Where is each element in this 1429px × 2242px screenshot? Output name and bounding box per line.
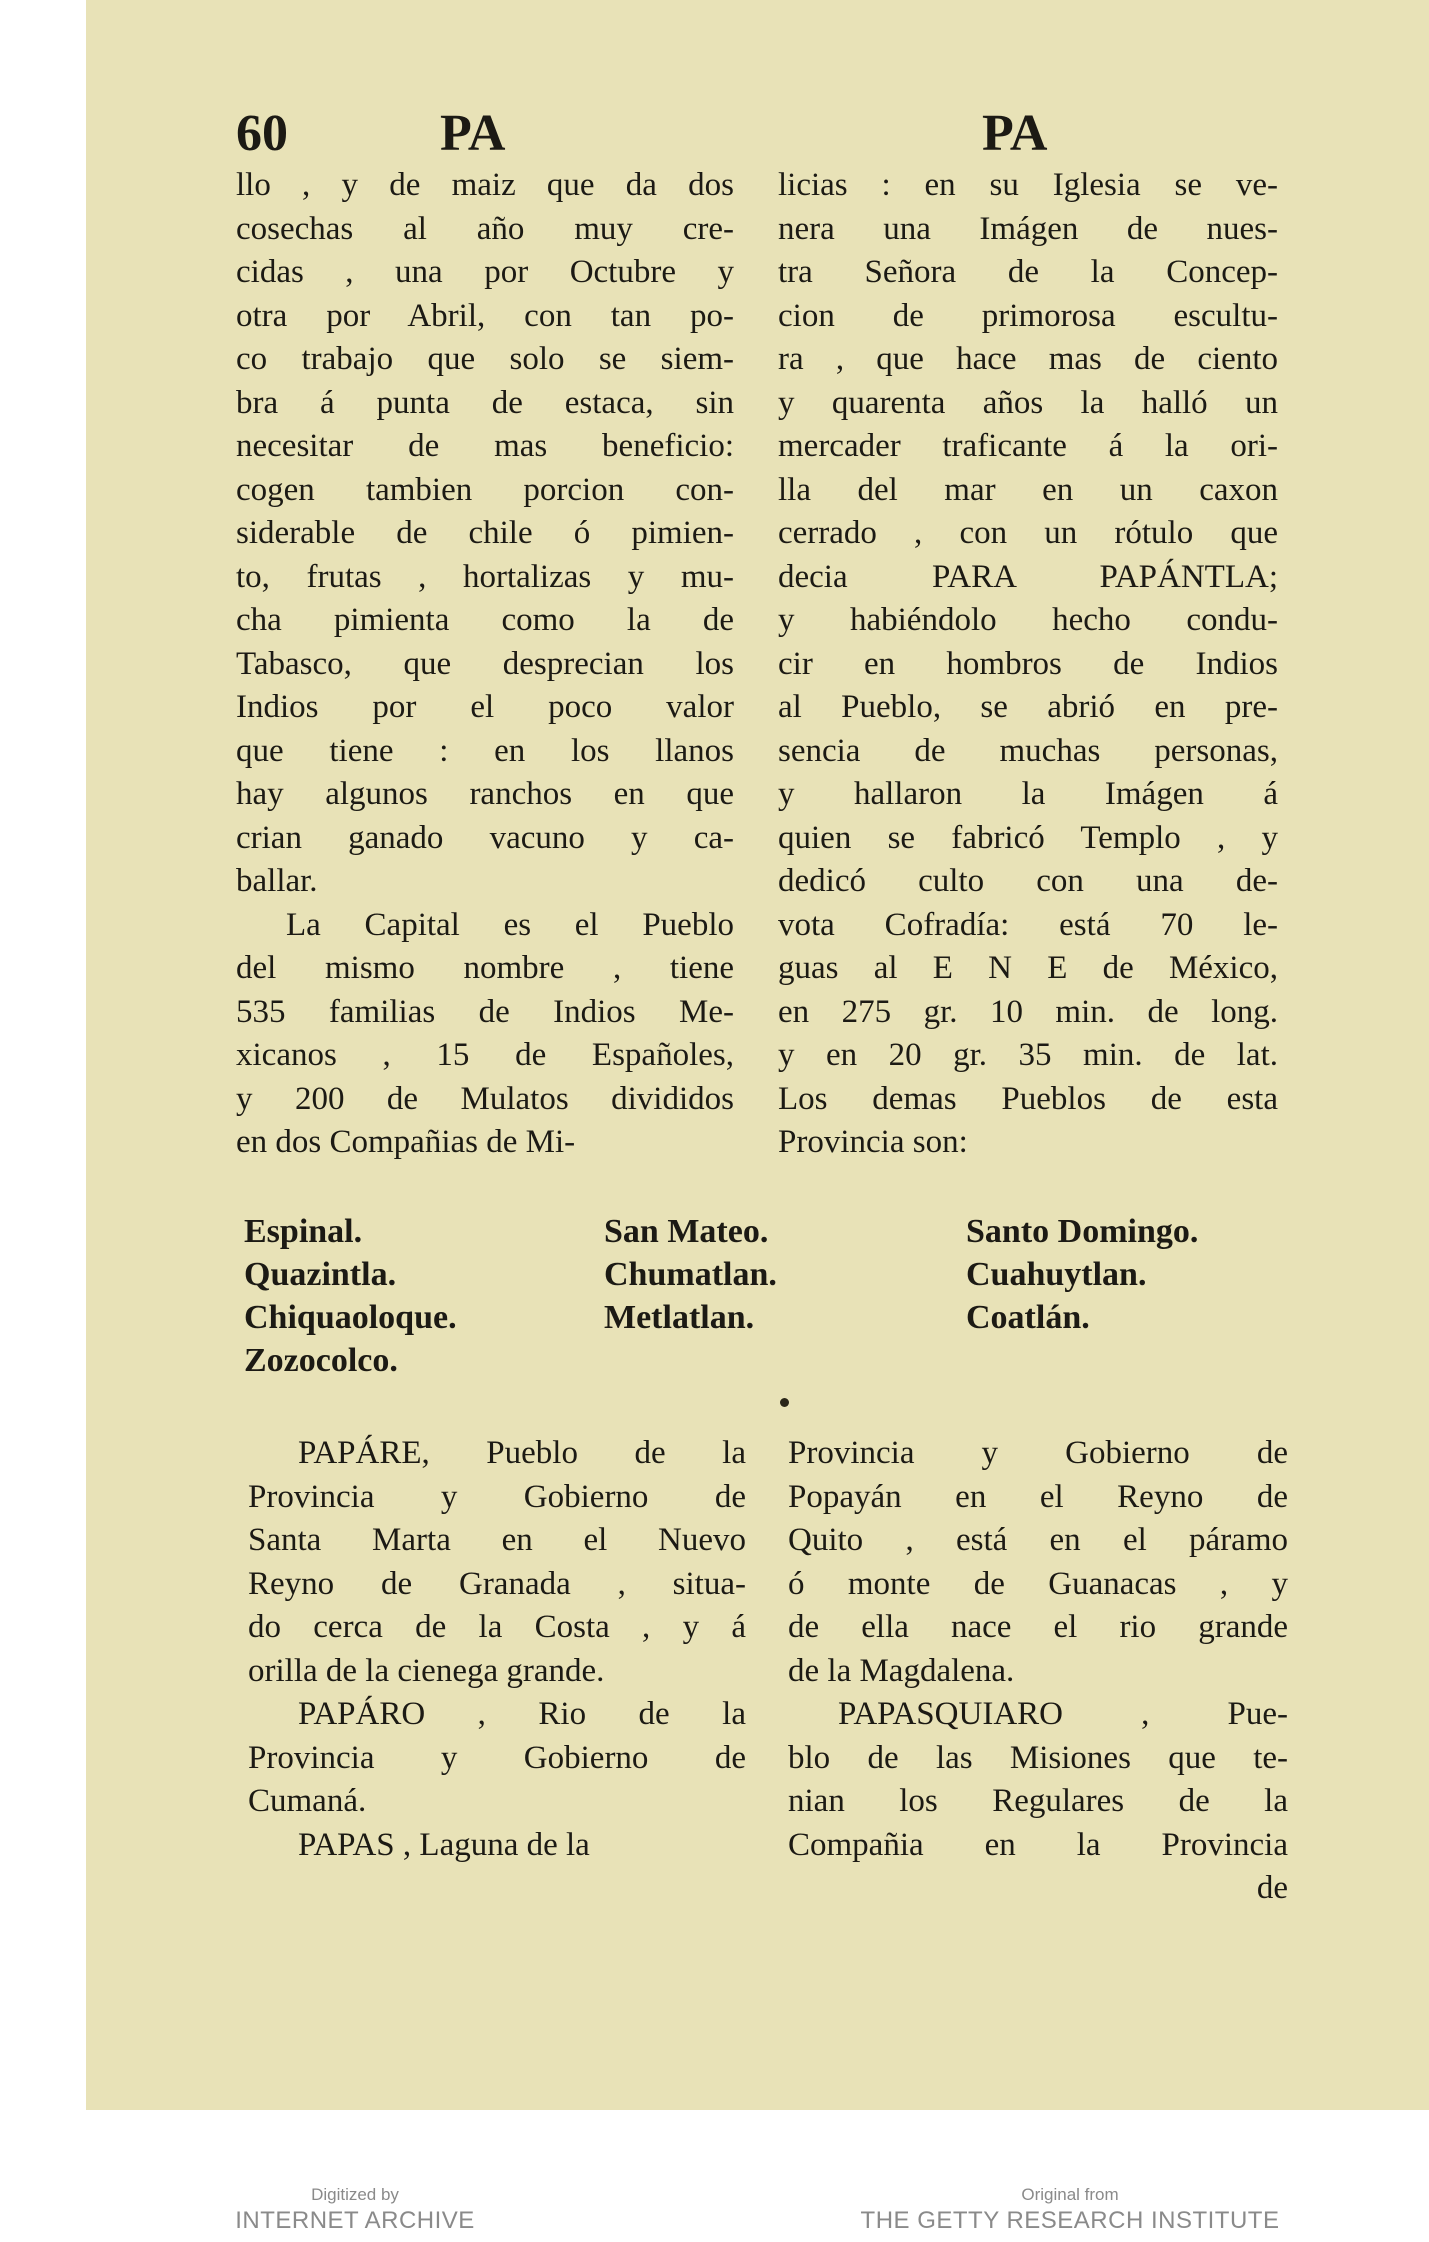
- text-line: mercader traficante á la ori-: [778, 428, 1278, 464]
- text-line: Provincia y Gobierno de: [248, 1478, 746, 1515]
- text-line: La Capital es el Pueblo: [286, 906, 734, 943]
- footer-getty: THE GETTY RESEARCH INSTITUTE: [860, 2207, 1280, 2234]
- text-line: Quito , está en el páramo: [788, 1522, 1288, 1558]
- text-line: bra á punta de estaca, sin: [236, 384, 734, 421]
- town-name: Chiquaoloque.: [244, 1299, 457, 1336]
- text-line: de: [1256, 1870, 1288, 1906]
- text-line: ra , que hace mas de ciento: [778, 341, 1278, 377]
- text-line: cogen tambien porcion con-: [236, 471, 734, 508]
- text-line: Tabasco, que desprecian los: [236, 645, 734, 682]
- text-line: Compañia en la Provincia: [788, 1826, 1288, 1863]
- text-line: orilla de la cienega grande.: [248, 1652, 605, 1689]
- text-line: Provincia son:: [778, 1124, 968, 1160]
- text-line: llo , y de maiz que da dos: [236, 167, 734, 203]
- text-line: cosechas al año muy cre-: [236, 210, 734, 247]
- text-line: del mismo nombre , tiene: [236, 950, 734, 986]
- text-line: cerrado , con un rótulo que: [778, 515, 1278, 551]
- towns-list-column-3: [966, 1210, 1198, 1339]
- text-line: tra Señora de la Concep-: [778, 254, 1278, 290]
- text-line: cir en hombros de Indios: [778, 645, 1278, 682]
- town-name: Metlatlan.: [604, 1299, 755, 1336]
- text-line: xicanos , 15 de Españoles,: [236, 1037, 734, 1073]
- text-line: guas al E N E de México,: [778, 950, 1278, 986]
- text-line: cidas , una por Octubre y: [236, 254, 734, 290]
- text-line: Reyno de Granada , situa-: [248, 1565, 746, 1602]
- towns-list-column-2: [604, 1210, 777, 1339]
- text-line: sencia de muchas personas,: [778, 732, 1278, 769]
- right-text-column: [778, 164, 1278, 1165]
- text-line: Santa Marta en el Nuevo: [248, 1522, 746, 1558]
- town-name: Espinal.: [244, 1213, 363, 1250]
- left-running-title: PA: [440, 105, 506, 162]
- text-line: decia PARA PAPÁNTLA;: [778, 558, 1278, 595]
- text-line: de la Magdalena.: [788, 1652, 1015, 1689]
- lower-right-text-column: [788, 1432, 1288, 1911]
- footer-original-label: Original from: [1021, 2185, 1119, 2204]
- text-line: vota Cofradía: está 70 le-: [778, 906, 1278, 943]
- right-running-title: PA: [982, 105, 1048, 162]
- footer-internet-archive: INTERNET ARCHIVE: [235, 2207, 475, 2234]
- text-line: hay algunos ranchos en que: [236, 776, 734, 812]
- text-line: PAPAS , Laguna de la: [298, 1826, 590, 1863]
- page-number: 60: [236, 105, 288, 162]
- text-line: licias : en su Iglesia se ve-: [778, 167, 1278, 203]
- town-name: Coatlán.: [966, 1299, 1090, 1336]
- text-line: lla del mar en un caxon: [778, 471, 1278, 508]
- text-line: que tiene : en los llanos: [236, 732, 734, 769]
- town-name: Santo Domingo.: [966, 1213, 1199, 1250]
- text-line: blo de las Misiones que te-: [788, 1739, 1288, 1776]
- text-line: nera una Imágen de nues-: [778, 210, 1278, 247]
- text-line: dedicó culto con una de-: [778, 863, 1278, 899]
- town-name: San Mateo.: [604, 1213, 769, 1250]
- text-line: ó monte de Guanacas , y: [788, 1565, 1288, 1602]
- text-line: PAPÁRE, Pueblo de la: [298, 1435, 746, 1471]
- text-line: PAPÁRO , Rio de la: [298, 1696, 746, 1732]
- text-line: quien se fabricó Templo , y: [778, 819, 1278, 856]
- text-line: co trabajo que solo se siem-: [236, 341, 734, 377]
- text-line: y habiéndolo hecho condu-: [778, 602, 1278, 638]
- town-name: Quazintla.: [244, 1256, 397, 1293]
- text-line: Provincia y Gobierno de: [248, 1739, 746, 1776]
- text-line: al Pueblo, se abrió en pre-: [778, 689, 1278, 725]
- text-line: crian ganado vacuno y ca-: [236, 819, 734, 856]
- text-line: y quarenta años la halló un: [778, 384, 1278, 421]
- text-line: PAPASQUIARO , Pue-: [838, 1696, 1288, 1732]
- text-line: cha pimienta como la de: [236, 602, 734, 638]
- text-line: Popayán en el Reyno de: [788, 1478, 1288, 1515]
- text-line: nian los Regulares de la: [788, 1783, 1288, 1819]
- text-line: Indios por el poco valor: [236, 689, 734, 725]
- text-line: to, frutas , hortalizas y mu-: [236, 558, 734, 595]
- text-line: do cerca de la Costa , y á: [248, 1609, 746, 1645]
- text-line: Los demas Pueblos de esta: [778, 1080, 1278, 1117]
- text-line: en 275 gr. 10 min. de long.: [778, 993, 1278, 1030]
- text-line: otra por Abril, con tan po-: [236, 297, 734, 334]
- text-line: Provincia y Gobierno de: [788, 1435, 1288, 1471]
- text-line: Cumaná.: [248, 1783, 367, 1819]
- text-line: 535 familias de Indios Me-: [236, 993, 734, 1030]
- footer-digitized-label: Digitized by: [311, 2185, 399, 2204]
- text-line: y en 20 gr. 35 min. de lat.: [778, 1037, 1278, 1073]
- footer-original-from: [860, 2184, 1280, 2236]
- town-name: Cuahuytlan.: [966, 1256, 1147, 1293]
- text-line: necesitar de mas beneficio:: [236, 428, 734, 464]
- text-line: en dos Compañias de Mi-: [236, 1124, 576, 1160]
- lower-left-text-column: [248, 1432, 746, 1867]
- ink-dot: [780, 1398, 789, 1407]
- text-line: de ella nace el rio grande: [788, 1609, 1288, 1645]
- town-name: Chumatlan.: [604, 1256, 777, 1293]
- text-line: y 200 de Mulatos divididos: [236, 1080, 734, 1117]
- text-line: y hallaron la Imágen á: [778, 776, 1278, 812]
- text-line: cion de primorosa escultu-: [778, 297, 1278, 334]
- text-line: ballar.: [236, 863, 318, 899]
- town-name: Zozocolco.: [244, 1342, 398, 1379]
- footer-digitized-by: [210, 2184, 500, 2236]
- left-text-column: [236, 164, 734, 1165]
- towns-list-column-1: [244, 1210, 457, 1382]
- text-line: siderable de chile ó pimien-: [236, 515, 734, 551]
